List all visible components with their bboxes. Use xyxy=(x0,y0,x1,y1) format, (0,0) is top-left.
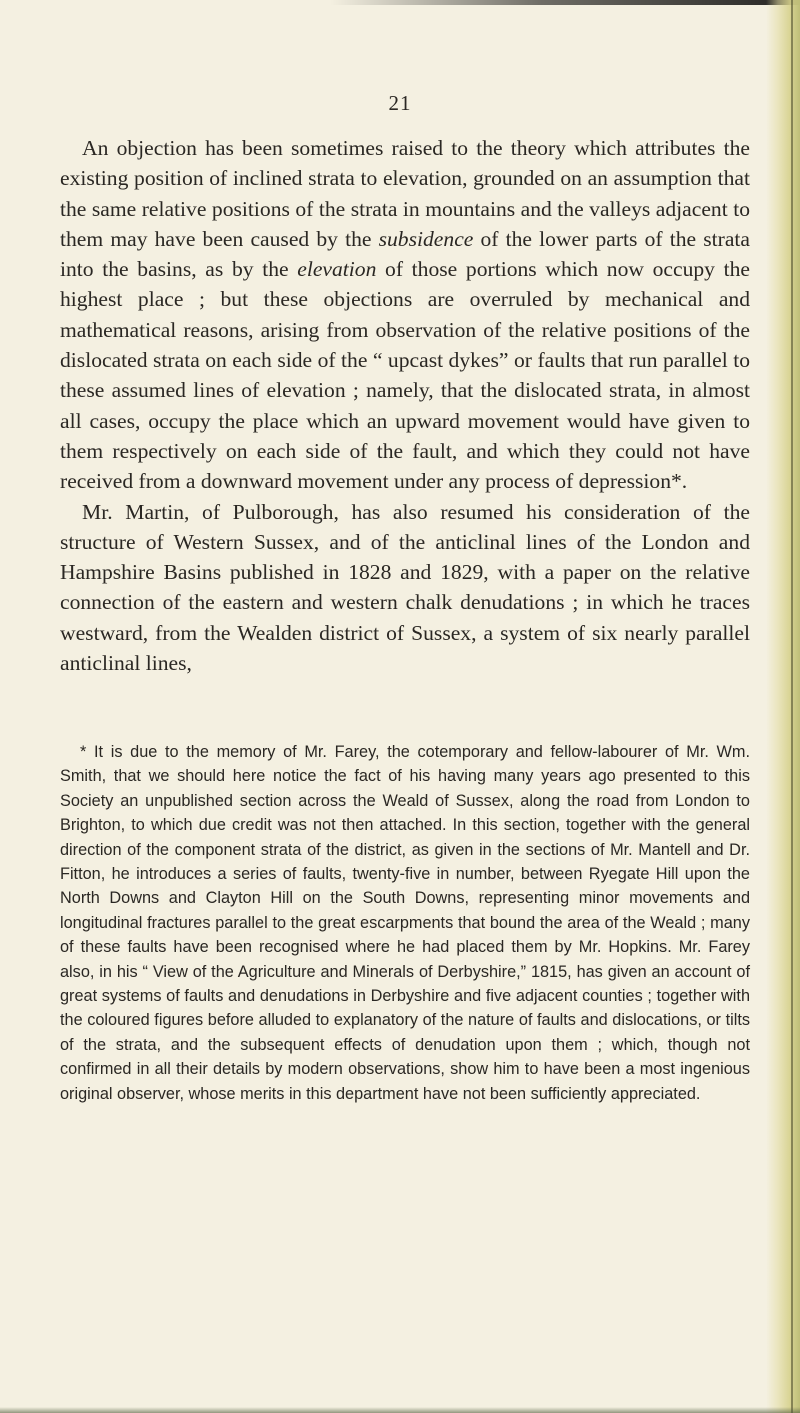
page-number: 21 xyxy=(388,91,412,115)
paragraph-objection-part-3: of those portions which now occupy the highest place ; but these objections are overruled by mechanical and mathematical reasons, arising from observation of the relative positions of the dislocated strata on each side of the “ upcast dykes” or faults that run parallel to these assumed lines of elevation ; namely, that the dislocated strata, in almost all cases, occupy the place which an upward movement would have given to them respectively on each side of the fault, and which they could not have received from a downward movement under any process of depression*. xyxy=(60,257,750,494)
scan-edge-top xyxy=(330,0,800,5)
scan-edge-bottom xyxy=(0,1407,800,1413)
footnote xyxy=(60,740,750,1106)
body-text xyxy=(60,133,750,678)
footnote-text: * It is due to the memory of Mr. Farey, the cotemporary and fellow-labourer of Mr. Wm. Smith, that we should here notice the fact of his having many years ago presented to this Society an unpublished section across the Weald of Sussex, along the road from London to Brighton, to which due credit was not then attached. In this section, together with the general direction of the component strata of the district, as given in the sections of Mr. Mantell and Dr. Fitton, he introduces a series of faults, twenty-five in number, between Ryegate Hill upon the North Downs and Clayton Hill on the South Downs, representing minor movements and longitudinal fractures parallel to the great escarpments that bound the area of the Weald ; many of these faults have been recognised where he had placed them by Mr. Hopkins. Mr. Farey also, in his “ View of the Agriculture and Minerals of Derbyshire,” 1815, has given an account of great systems of faults and denudations in Derbyshire and five adjacent counties ; together with the coloured figures before alluded to explanatory of the nature of faults and dislocations, or tilts of the strata, and the subsequent effects of denudation upon them ; which, though not confirmed in all their details by modern observations, show him to have been a most ingenious original observer, whose merits in this department have not been sufficiently appreciated. xyxy=(60,743,750,1103)
paragraph-objection-part-2: of the lower parts of the strata into the basins, as by the xyxy=(60,226,750,282)
scan-edge-right xyxy=(766,0,800,1413)
term-elevation: elevation xyxy=(297,257,377,282)
term-subsidence: subsidence xyxy=(378,226,474,251)
paragraph-objection-part-1: An objection has been sometimes raised to the theory which attributes the existing position of inclined strata to elevation, grounded on an assumption that the same relative positions of the strata in mountains and the valleys adjacent to them may have been caused by the xyxy=(60,136,750,251)
scan-edge-right-line xyxy=(791,0,793,1413)
paragraph-objection xyxy=(60,133,750,497)
paragraph-martin: Mr. Martin, of Pulborough, has also resumed his consideration of the structure of Western Sussex, and of the anticlinal lines of the London and Hampshire Basins published in 1828 and 1829, with a paper on the relative connection of the eastern and western chalk denudations ; in which he traces westward, from the Wealden district of Sussex, a system of six nearly parallel anticlinal lines, xyxy=(60,499,750,676)
